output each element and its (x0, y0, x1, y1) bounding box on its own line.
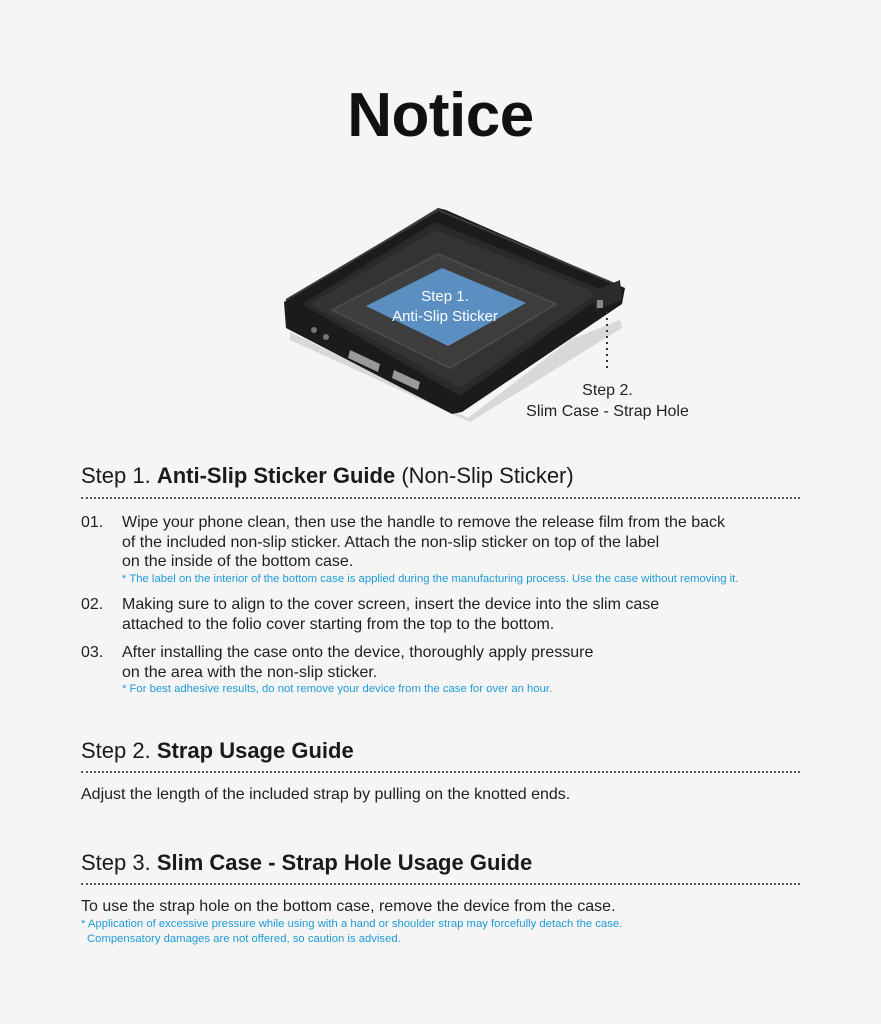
step-text-line: Making sure to align to the cover screen, insert the device into the slim case (122, 596, 660, 613)
sticker-label-step: Step 1. (421, 288, 469, 305)
section3-prefix: Step 3. (81, 850, 151, 875)
page-title: Notice (347, 81, 534, 150)
step-note: * The label on the interior of the bottom case is applied during the manufacturing process. Use the case without removing it. (122, 572, 739, 585)
step-text-line: Wipe your phone clean, then use the handle to remove the release film from the back (122, 514, 726, 531)
case-illustration (270, 200, 710, 430)
section1-prefix: Step 1. (81, 463, 151, 488)
section3-title: Slim Case - Strap Hole Usage Guide (156, 850, 533, 875)
step-text-line: on the inside of the bottom case. (122, 553, 354, 570)
section2-divider (81, 771, 800, 773)
step-number: 01. (81, 514, 104, 531)
step-number: 02. (81, 596, 104, 613)
step-number: 03. (81, 644, 104, 661)
section3-note-line1: * Application of excessive pressure while using with a hand or shoulder strap may forcefully detach the case. (81, 918, 623, 930)
step-text-line: of the included non-slip sticker. Attach the non-slip sticker on top of the label (122, 533, 660, 551)
step-text-line: After installing the case onto the device, thoroughly apply pressure (122, 644, 594, 661)
section2-title: Strap Usage Guide (156, 738, 354, 763)
sticker-label-name: Anti-Slip Sticker (392, 308, 498, 325)
step-text-line: on the area with the non-slip sticker. (122, 663, 378, 681)
section1-heading (81, 463, 574, 489)
step-text-line: attached to the folio cover starting from the top to the bottom. (122, 615, 555, 633)
section1-divider (81, 497, 800, 499)
section1-suffix: (Non-Slip Sticker) (401, 463, 574, 488)
section2-text: Adjust the length of the included strap by pulling on the knotted ends. (81, 786, 571, 803)
section1-title: Anti-Slip Sticker Guide (156, 463, 396, 488)
section2-heading (81, 738, 354, 764)
section3-note-line2: Compensatory damages are not offered, so caution is advised. (87, 933, 401, 945)
callout-name: Slim Case - Strap Hole (526, 403, 689, 420)
step-note: * For best adhesive results, do not remove your device from the case for over an hour. (122, 683, 553, 695)
section3-heading (81, 850, 532, 876)
section3-divider (81, 883, 800, 885)
callout-step: Step 2. (582, 382, 633, 399)
section3-text: To use the strap hole on the bottom case, remove the device from the case. (81, 898, 616, 915)
section2-prefix: Step 2. (81, 738, 151, 763)
